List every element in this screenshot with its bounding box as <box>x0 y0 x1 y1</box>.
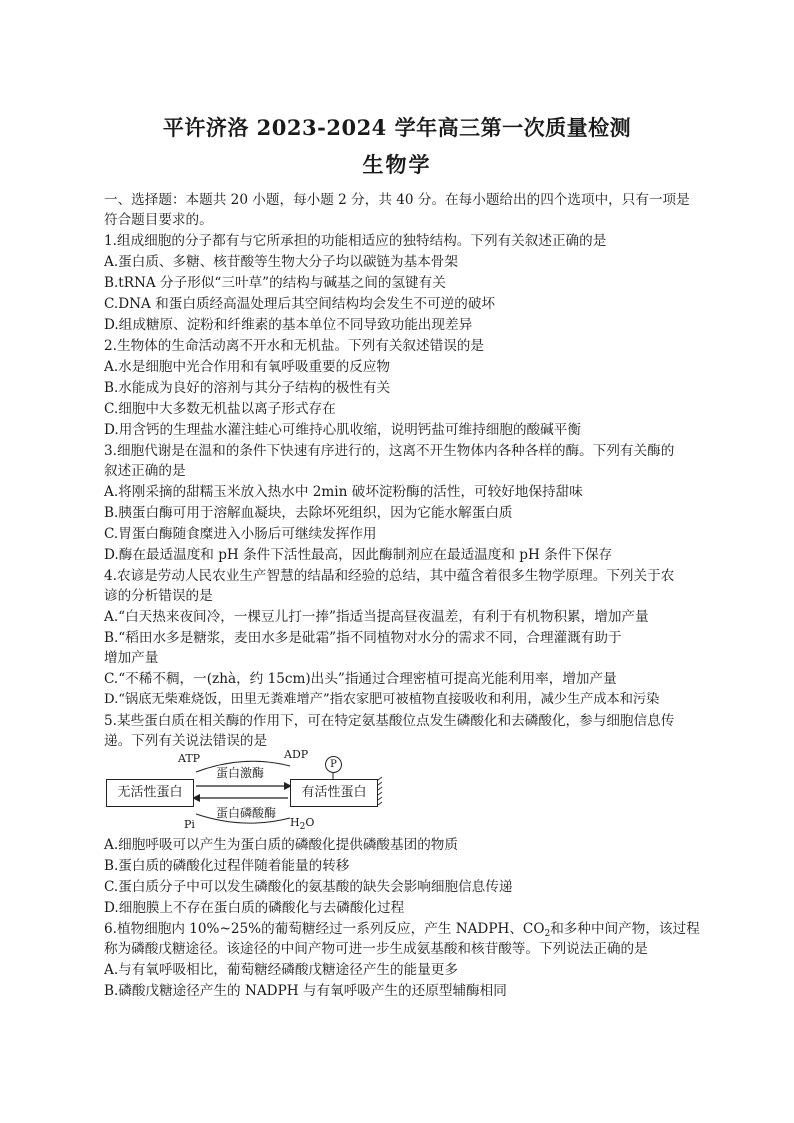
q6-stem-line2: 称为磷酸戊糖途径。该途径的中间产物可进一步生成氨基酸和核苷酸等。下列说法正确的是 <box>104 941 648 957</box>
inactive-protein-box: 无活性蛋白 <box>106 779 194 807</box>
h2o-label: $H_2O$ <box>290 816 315 832</box>
q1-option-a: A.蛋白质、多糖、核苷酸等生物大分子均以碳链为基本骨架 <box>104 254 458 270</box>
membrane-hatch <box>378 777 382 805</box>
pi-label: Pi <box>184 818 195 831</box>
q2-stem: 2.生物体的生命活动离不开水和无机盐。下列有关叙述错误的是 <box>104 338 484 354</box>
kinase-label: 蛋白激酶 <box>216 766 265 780</box>
q5-option-c: C.蛋白质分子中可以发生磷酸化的氨基酸的缺失会影响细胞信息传递 <box>104 879 513 895</box>
active-protein-box: 有活性蛋白 <box>290 779 378 807</box>
adp-label: ADP <box>284 748 309 761</box>
q4-option-b-line2: 增加产量 <box>104 650 159 666</box>
section-instructions-line2: 符合题目要求的。 <box>104 212 213 228</box>
q5-option-b: B.蛋白质的磷酸化过程伴随着能量的转移 <box>104 858 350 874</box>
subject-title: 生物学 <box>362 152 432 177</box>
q4-option-c: C.“不稀不稠，一(zhà，约 15cm)出头”指通过合理密植可提高光能利用率，增加产量 <box>104 671 617 687</box>
phosphate-circle: P <box>325 756 342 773</box>
exam-title: 平许济洛 2023-2024 学年高三第一次质量检测 <box>162 115 632 140</box>
q3-stem-line1: 3.细胞代谢是在温和的条件下快速有序进行的，这离不开生物体内各种各样的酶。下列有关酶的 <box>104 443 675 459</box>
q4-option-d: D.“锅底无柴难烧饭，田里无粪难增产”指农家肥可被植物直接吸收和利用，减少生产成本和污染 <box>104 692 660 707</box>
q5-option-a: A.细胞呼吸可以产生为蛋白质的磷酸化提供磷酸基团的物质 <box>104 837 458 853</box>
q1-option-d: D.组成糖原、淀粉和纤维素的基本单位不同导致功能出现差异 <box>104 317 473 333</box>
q3-stem-line2: 叙述正确的是 <box>104 463 186 479</box>
q2-option-d: D.用含钙的生理盐水灌注蛙心可维持心肌收缩，说明钙盐可维持细胞的酸碱平衡 <box>104 422 581 438</box>
q3-option-c: C.胃蛋白酶随食糜进入小肠后可继续发挥作用 <box>104 526 377 542</box>
q3-option-d: D.酶在最适温度和 pH 条件下活性最高，因此酶制剂应在最适温度和 pH 条件下保存 <box>104 547 613 563</box>
q6-option-b: B.磷酸戊糖途径产生的 NADPH 与有氧呼吸产生的还原型辅酶相同 <box>104 983 507 999</box>
q3-option-b: B.胰蛋白酶可用于溶解血凝块，去除坏死组织，因为它能水解蛋白质 <box>104 505 513 521</box>
q6-option-a: A.与有氧呼吸相比，葡萄糖经磷酸戊糖途径产生的能量更多 <box>104 962 458 978</box>
phosphatase-label: 蛋白磷酸酶 <box>216 806 277 820</box>
q1-stem: 1.组成细胞的分子都有与它所承担的功能相适应的独特结构。下列有关叙述正确的是 <box>104 233 607 249</box>
q5-option-d: D.细胞膜上不存在蛋白质的磷酸化与去磷酸化过程 <box>104 900 405 916</box>
q5-stem-line1: 5.某些蛋白质在相关酶的作用下，可在特定氨基酸位点发生磷酸化和去磷酸化，参与细胞信息传 <box>104 713 675 729</box>
q2-option-b: B.水能成为良好的溶剂与其分子结构的极性有关 <box>104 380 391 396</box>
q6-stem-line1: 6.植物细胞内 10%~25%的葡萄糖经过一系列反应，产生 NADPH、$CO_2$和多种中间产物，该过程 <box>104 921 700 939</box>
atp-label: ATP <box>178 752 201 765</box>
q3-option-a: A.将刚采摘的甜糯玉米放入热水中 2min 破坏淀粉酶的活性，可较好地保持甜味 <box>104 484 583 500</box>
q2-option-a: A.水是细胞中光合作用和有氧呼吸重要的反应物 <box>104 359 391 375</box>
q1-option-b: B.tRNA 分子形似“三叶草”的结构与碱基之间的氢键有关 <box>104 275 446 291</box>
q5-stem-line2: 递。下列有关说法错误的是 <box>104 733 268 749</box>
q1-option-c: C.DNA 和蛋白质经高温处理后其空间结构均会发生不可逆的破坏 <box>104 296 496 312</box>
q4-stem-line1: 4.农谚是劳动人民农业生产智慧的结晶和经验的总结，其中蕴含着很多生物学原理。下列关于农 <box>104 568 675 584</box>
q4-option-b-line1: B.“稻田水多是糖浆，麦田水多是砒霜”指不同植物对水分的需求不同，合理灌溉有助于 <box>104 630 622 646</box>
q4-stem-line2: 谚的分析错误的是 <box>104 588 213 604</box>
q4-option-a: A.“白天热来夜间冷，一棵豆儿打一捧”指适当提高昼夜温差，有利于有机物积累，增加产量 <box>104 609 649 625</box>
q2-option-c: C.细胞中大多数无机盐以离子形式存在 <box>104 401 336 417</box>
section-instructions-line1: 一、选择题：本题共 20 小题，每小题 2 分，共 40 分。在每小题给出的四个选项中，只有一项是 <box>104 192 690 208</box>
phosphorylation-diagram <box>104 748 384 832</box>
